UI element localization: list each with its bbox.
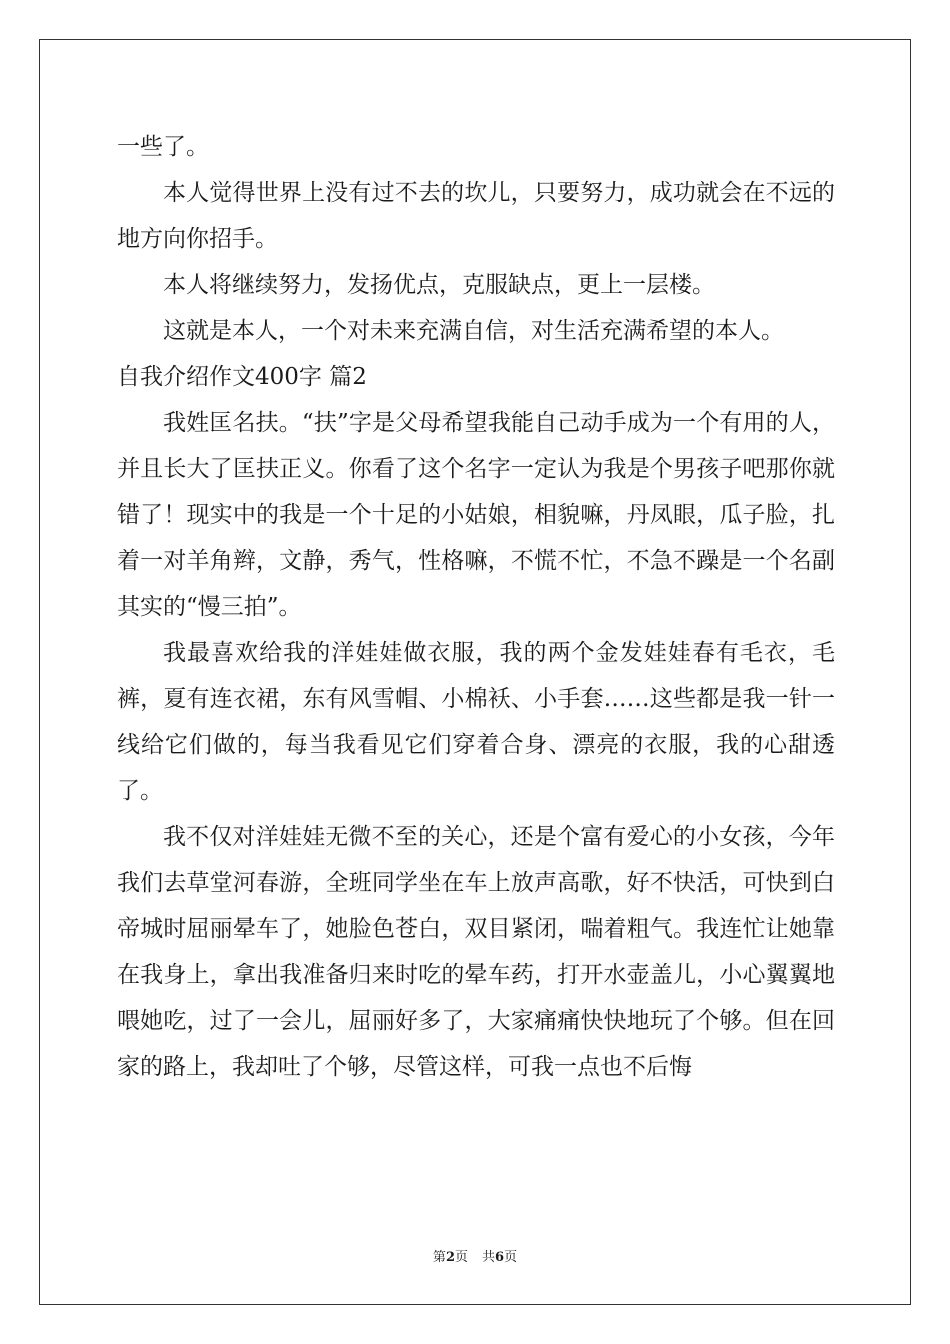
section-heading: 自我介绍作文400字 篇2	[117, 364, 367, 390]
paragraph: 我最喜欢给我的洋娃娃做衣服，我的两个金发娃娃春有毛衣，毛裤，夏有连衣裙，东有风雪帽、小棉袄、小手套……这些都是我一针一线给它们做的，每当我看见它们穿着合身、漂亮的衣服，我的心甜透了。	[117, 640, 835, 804]
paragraph: 我不仅对洋娃娃无微不至的关心，还是个富有爱心的小女孩，今年我们去草堂河春游，全班同学坐在车上放声高歌，好不快活，可快到白帝城时屈丽晕车了，她脸色苍白，双目紧闭，喘着粗气。我连忙让她靠在我身上，拿出我准备归来时吃的晕车药，打开水壶盖儿，小心翼翼地喂她吃，过了一会儿，屈丽好多了，大家痛痛快快地玩了个够。但在回家的路上，我却吐了个够，尽管这样，可我一点也不后悔	[117, 824, 835, 1080]
total-prefix: 共	[482, 1250, 496, 1265]
page-number: 2	[445, 1250, 455, 1265]
document-body	[117, 124, 835, 1090]
page-footer	[0, 1246, 950, 1265]
paragraph: 本人将继续努力，发扬优点，克服缺点，更上一层楼。	[163, 272, 715, 298]
page-suffix: 页	[454, 1250, 468, 1265]
paragraph: 本人觉得世界上没有过不去的坎儿，只要努力，成功就会在不远的地方向你招手。	[117, 180, 835, 252]
paragraph: 这就是本人，一个对未来充满自信，对生活充满希望的本人。	[163, 318, 784, 344]
paragraph-continuation: 一些了。	[117, 134, 209, 160]
page-prefix: 第	[432, 1250, 446, 1265]
total-pages: 6	[495, 1250, 505, 1265]
total-suffix: 页	[504, 1250, 518, 1265]
paragraph: 我姓匡名扶。“扶”字是父母希望我能自己动手成为一个有用的人，并且长大了匡扶正义。你看了这个名字一定认为我是个男孩子吧那你就错了！现实中的我是一个十足的小姑娘，相貌嘛，丹凤眼，瓜子脸，扎着一对羊角辫，文静，秀气，性格嘛，不慌不忙，不急不躁是一个名副其实的“慢三拍”。	[117, 410, 835, 620]
